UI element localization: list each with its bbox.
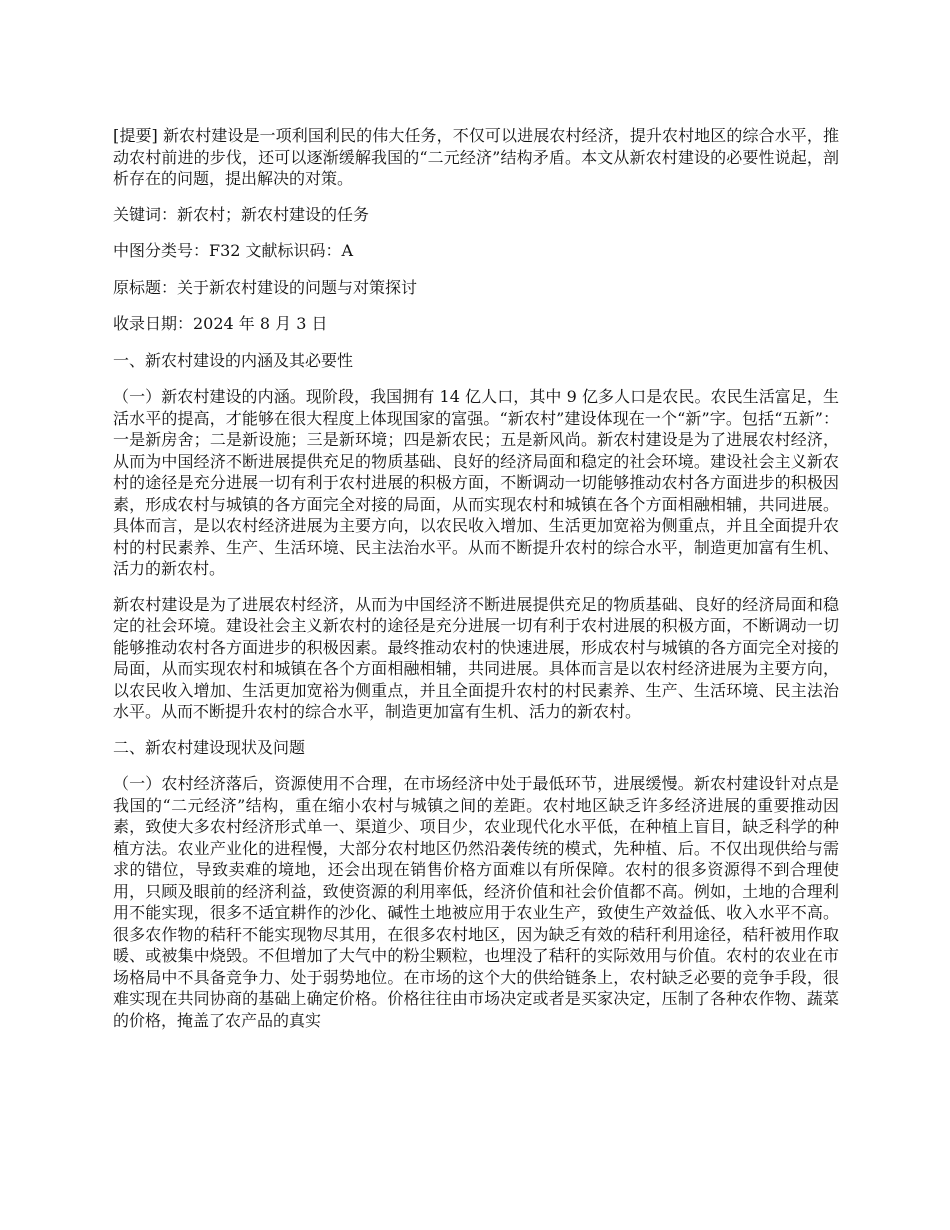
- received-date-line: 收录日期：2024 年 8 月 3 日: [113, 314, 328, 333]
- section1-paragraph-2: 新农村建设是为了进展农村经济，从而为中国经济不断进展提供充足的物质基础、良好的经济局面和稳定的社会环境。建设社会主义新农村的途径是充分进展一切有利于农村进展的积极方面，不断调动一切能够推动农村各方面进步的积极因素。最终推动农村的快速进展，形成农村与城镇的各方面完全对接的局面，从而实现农村和城镇在各个方面相融相辅，共同进展。具体而言是以农村经济进展为主要方向，以农民收入增加、生活更加宽裕为侧重点，并且全面提升农村的村民素养、生产、生活环境、民主法治水平。从而不断提升农村的综合水平，制造更加富有生机、活力的新农村。: [113, 594, 839, 721]
- abstract-paragraph: [提要] 新农村建设是一项利国利民的伟大任务，不仅可以进展农村经济，提升农村地区的综合水平，推动农村前进的步伐，还可以逐渐缓解我国的“二元经济”结构矛盾。本文从新农村建设的必要性说起，剖析存在的问题，提出解决的对策。: [113, 126, 839, 188]
- section-heading-2: 二、新农村建设现状及问题: [113, 737, 306, 757]
- section-heading-1: 一、新农村建设的内涵及其必要性: [113, 350, 354, 370]
- keywords-line: 关键词：新农村；新农村建设的任务: [113, 204, 370, 224]
- section2-paragraph-1: （一）农村经济落后，资源使用不合理，在市场经济中处于最低环节，进展缓慢。新农村建设针对点是我国的“二元经济”结构，重在缩小农村与城镇之间的差距。农村地区缺乏许多经济进展的重要推动因素，致使大多农村经济形式单一、渠道少、项目少，农业现代化水平低，在种植上盲目，缺乏科学的种植方法。农业产业化的进程慢，大部分农村地区仍然沿袭传统的模式，先种植、后。不仅出现供给与需求的错位，导致卖难的境地，还会出现在销售价格方面难以有所保障。农村的很多资源得不到合理使用，只顾及眼前的经济利益，致使资源的利用率低，经济价值和社会价值都不高。例如，土地的合理利用不能实现，很多不适宜耕作的沙化、碱性土地被应用于农业生产，致使生产效益低、收入水平不高。很多农作物的秸秆不能实现物尽其用，在很多农村地区，因为缺乏有效的秸秆利用途径，秸秆被用作取暖、或被集中烧毁。不但增加了大气中的粉尘颗粒，也埋没了秸秆的实际效用与价值。农村的农业在市场格局中不具备竞争力、处于弱势地位。在市场的这个大的供给链条上，农村缺乏必要的竞争手段，很难实现在共同协商的基础上确定价格。价格往往由市场决定或者是买家决定，压制了各种农作物、蔬菜的价格，掩盖了农产品的真实: [113, 774, 839, 1030]
- document-page: [113, 125, 839, 1045]
- original-title-line: 原标题：关于新农村建设的问题与对策探讨: [113, 277, 418, 297]
- section1-paragraph-1: （一）新农村建设的内涵。现阶段，我国拥有 14 亿人口，其中 9 亿多人口是农民。农民生活富足，生活水平的提高，才能够在很大程度上体现国家的富强。“新农村”建设体现在一个“新”字。包括“五新”：一是新房舍；二是新设施；三是新环境；四是新农民；五是新风尚。新农村建设是为了进展农村经济，从而为中国经济不断进展提供充足的物质基础、良好的经济局面和稳定的社会环境。建设社会主义新农村的途径是充分进展一切有利于农村进展的积极方面，不断调动一切能够推动农村各方面进步的积极因素，形成农村与城镇的各方面完全对接的局面，从而实现农村和城镇在各个方面相融相辅，共同进展。具体而言，是以农村经济进展为主要方向，以农民收入增加、生活更加宽裕为侧重点，并且全面提升农村的村民素养、生产、生活环境、民主法治水平。从而不断提升农村的综合水平，制造更加富有生机、活力的新农村。: [113, 387, 839, 578]
- classification-line: 中图分类号：F32 文献标识码：A: [113, 241, 354, 260]
